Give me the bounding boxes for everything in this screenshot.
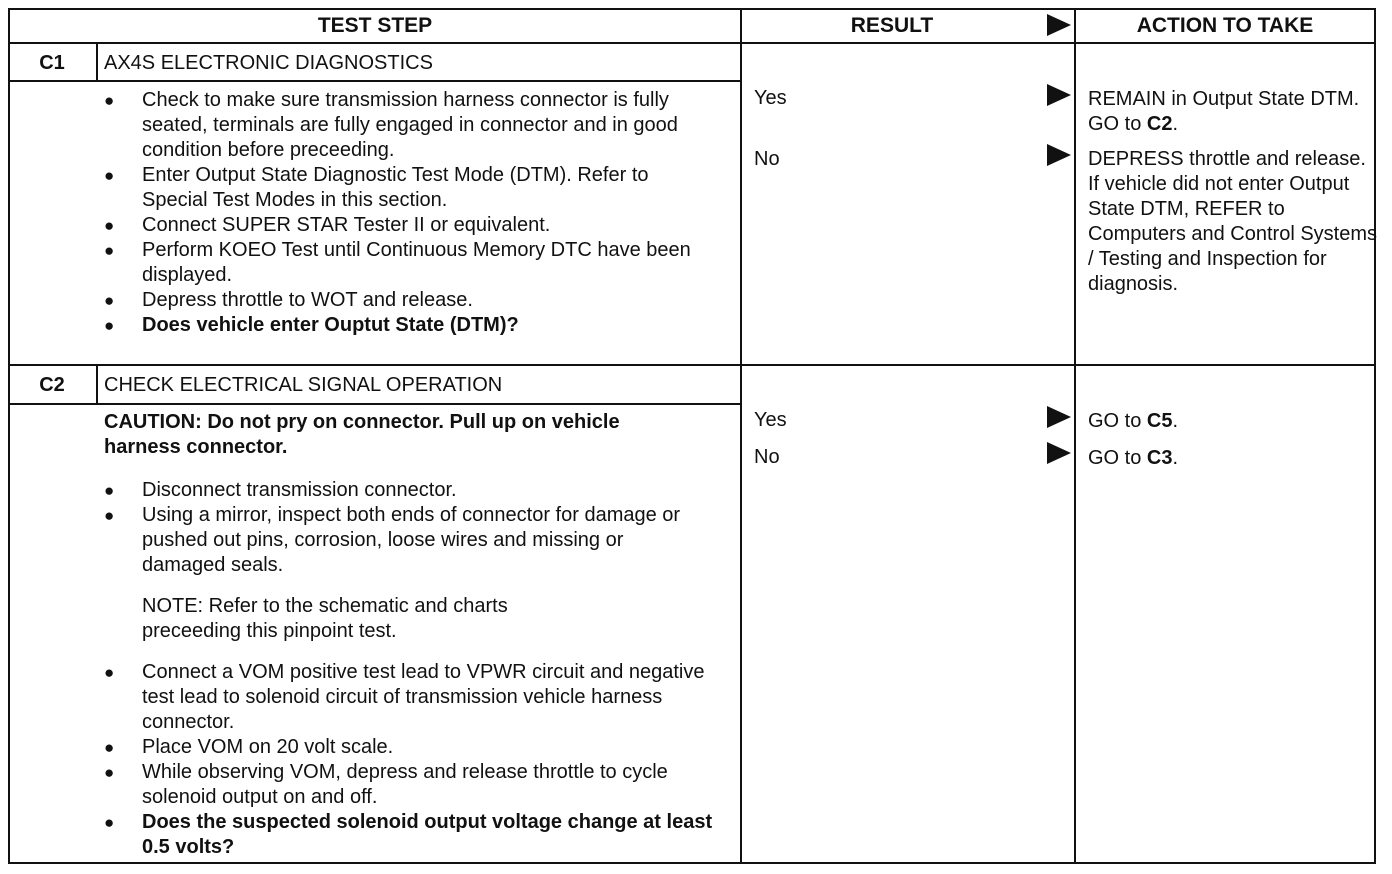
c2-bullet-4: ● Place VOM on 20 volt scale. <box>104 735 714 760</box>
c1-bullet-3: ● Connect SUPER STAR Tester II or equivalent. <box>104 213 704 238</box>
c1-bullet-4: ● Perform KOEO Test until Continuous Memory DTC have been displayed. <box>104 238 704 288</box>
c2-yes-arrow-icon <box>1047 406 1071 428</box>
rule-result-col <box>1074 8 1076 864</box>
rule-left <box>8 8 10 864</box>
c2-result-no: No <box>754 446 780 468</box>
c2-action-no-text: GO to <box>1088 447 1142 469</box>
c2-bullet-3: ● Connect a VOM positive test lead to VPWR circuit and negative test lead to solenoid circuit of transmission vehicle harness connector. <box>104 660 714 735</box>
rule-id-col <box>96 42 98 82</box>
c2-action-yes-end: . <box>1172 410 1179 432</box>
c2-note: NOTE: Refer to the schematic and charts preceeding this pinpoint test. <box>142 595 508 642</box>
c1-bullet-question: ● Does vehicle enter Ouptut State (DTM)? <box>104 313 704 338</box>
c1-yes-arrow-icon <box>1047 84 1071 106</box>
rule-bottom <box>8 862 1376 864</box>
rule-c1-title-bottom <box>8 80 740 82</box>
c2-bullet-2: ● Using a mirror, inspect both ends of connector for damage or pushed out pins, corrosion, loose wires and missing or damaged seals. <box>104 503 704 578</box>
c2-action-yes <box>1088 409 1378 434</box>
rule-step-col <box>740 8 742 864</box>
header-test-step: TEST STEP <box>317 14 433 37</box>
c1-bullet-1: ● Check to make sure transmission harness connector is fully seated, terminals are fully engaged in connector and in good condition before preceeding. <box>104 88 704 163</box>
rule-c2-title-bottom <box>8 403 740 405</box>
c2-bullet-1: ● Disconnect transmission connector. <box>104 478 704 503</box>
c2-bullet-question: ● Does the suspected solenoid output voltage change at least 0.5 volts? <box>104 810 714 860</box>
header-action: ACTION TO TAKE <box>1136 14 1314 37</box>
c2-procedure-b <box>104 660 714 860</box>
c1-bullet-5: ● Depress throttle to WOT and release. <box>104 288 704 313</box>
c2-action-no <box>1088 446 1378 471</box>
step-id-c2: C2 <box>39 374 65 396</box>
c2-procedure-a <box>104 478 704 578</box>
c2-action-no-end: . <box>1172 447 1179 469</box>
step-title-c2: CHECK ELECTRICAL SIGNAL OPERATION <box>104 374 503 396</box>
header-result: RESULT <box>850 14 934 37</box>
c2-caution: CAUTION: Do not pry on connector. Pull up on vehicle harness connector. <box>104 411 620 458</box>
step-title-c1: AX4S ELECTRONIC DIAGNOSTICS <box>104 52 433 74</box>
rule-header-bottom <box>8 42 1376 44</box>
c1-procedure <box>104 88 704 338</box>
c2-action-yes-text: GO to <box>1088 410 1142 432</box>
c2-action-yes-ref: C5 <box>1146 410 1173 432</box>
c2-action-no-ref: C3 <box>1146 447 1173 469</box>
c1-action-yes-text: REMAIN in Output State DTM. GO to <box>1088 88 1360 135</box>
c2-result-yes: Yes <box>754 409 787 431</box>
c1-action-no: DEPRESS throttle and release. If vehicle did not enter Output State DTM, REFER to Computers and Control Systems / Testing and Inspection for diagnosis. <box>1088 148 1378 295</box>
step-id-c1: C1 <box>39 52 65 74</box>
c1-action-yes-ref: C2 <box>1146 113 1173 135</box>
c1-action-yes <box>1088 87 1378 137</box>
c1-result-no: No <box>754 148 780 170</box>
c2-bullet-5: ● While observing VOM, depress and release throttle to cycle solenoid output on and off. <box>104 760 714 810</box>
rule-c1-bottom <box>8 364 1376 366</box>
c2-no-arrow-icon <box>1047 442 1071 464</box>
c1-bullet-2: ● Enter Output State Diagnostic Test Mode (DTM). Refer to Special Test Modes in this section. <box>104 163 704 213</box>
header-arrow-icon <box>1047 14 1071 36</box>
c1-no-arrow-icon <box>1047 144 1071 166</box>
rule-id-col-2 <box>96 364 98 405</box>
c1-action-yes-end: . <box>1172 113 1179 135</box>
c1-result-yes: Yes <box>754 87 787 109</box>
